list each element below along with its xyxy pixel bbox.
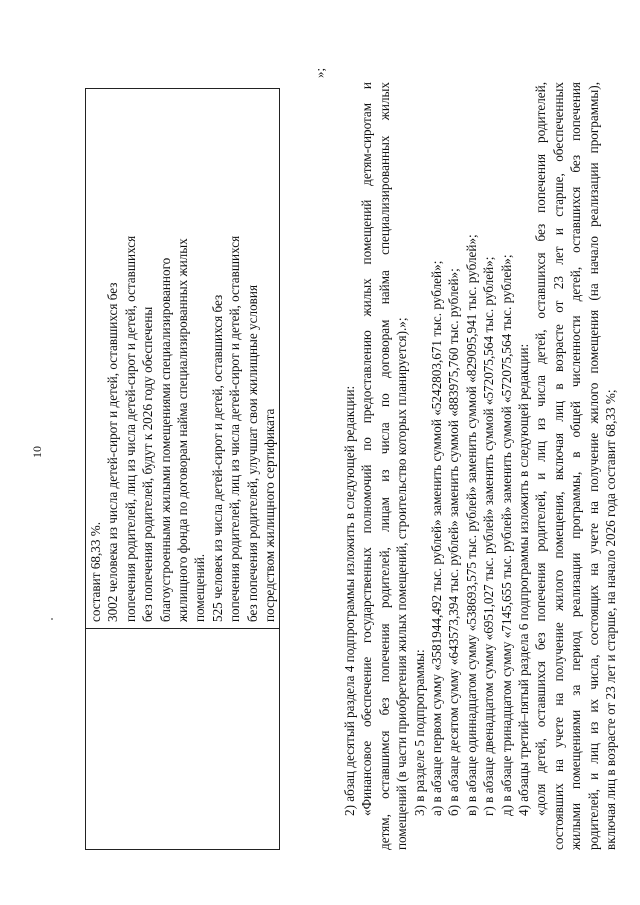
table-cell-line: посредством жилищного сертификата: [262, 408, 278, 622]
body-line: включая лиц в возрасте от 23 лет и старше, на начало 2026 года составит 68,33 %;: [603, 389, 619, 850]
body-line: «доля детей, оставшихся без попечения родителей, и лиц из числа детей, оставшихся без попечения родителей,: [533, 82, 549, 816]
table-cell-line: попечения родителей, лиц из числа детей-сирот и детей, оставшихся: [227, 235, 243, 622]
body-line: г) в абзаце двенадцатом сумму «6951,027 тыс. рублей» заменить суммой «572075,564 тыс. рублей»;: [481, 256, 497, 816]
body-line: состоявших на учете на получение жилого помещения, включая лиц в возрасте от 23 лет и старше, обеспеченных: [550, 82, 566, 850]
document-page: [85, 60, 619, 850]
table-cell-line: благоустроенными жилыми помещениями специализированного: [157, 257, 173, 622]
body-line: б) в абзаце десятом сумму «643573,394 тыс. рублей» заменить суммой «883975,760 тыс. рублей»;: [446, 268, 462, 816]
table-cell-line: жилищного фонда по договорам найма специализированных жилых: [175, 238, 191, 622]
table-cell-line: без попечения родителей, улучшат свои жилищные условия: [244, 284, 260, 622]
body-line: а) в абзаце первом сумму «3581944,492 тыс. рублей» заменить суммой «5242803,671 тыс. рублей»;: [429, 260, 445, 816]
table-cell-line: помещений.: [192, 553, 208, 622]
table-row: [86, 89, 280, 850]
body-line: жилыми помещениями за период реализации программы, в общей численности детей, оставшихся без попечения: [568, 82, 584, 850]
body-line: «Финансовое обеспечение государственных полномочий по предоставлению жилых помещений детям-сиротам и: [359, 82, 375, 816]
table-cell-line: составит 68,33 %.: [88, 521, 103, 622]
body-text: [341, 82, 620, 850]
body-line: детям, оставшимся без попечения родителей, лицам из числа по договорам найма специализированных жилых: [376, 82, 392, 850]
table-cell-line: без попечения родителей, будут к 2026 году обеспечены: [140, 306, 156, 622]
table-cell-right: [86, 89, 280, 629]
body-line: 4) абзацы третий–пятый раздела 6 подпрограммы изложить в следующей редакции:: [516, 343, 532, 816]
page-number: 10: [30, 446, 44, 458]
body-line: родителей, и лиц из их числа, состоящих на учете на получение жилого помещения (на начало реализации программы),: [585, 82, 601, 850]
table-cell-line: попечения родителей, лиц из числа детей-сирот и детей, оставшихся: [122, 235, 138, 622]
table-cell-line: 525 человек из числа детей-сирот и детей, оставшихся без: [209, 294, 225, 622]
table-cell-left: [86, 629, 280, 850]
scan-speck: [51, 618, 53, 620]
body-line: 2) абзац десятый раздела 4 подпрограммы изложить в следующей редакции:: [342, 385, 357, 816]
body-line: 3) в разделе 5 подпрограммы:: [411, 649, 427, 816]
program-table: [85, 88, 280, 850]
body-line: в) в абзаце одиннадцатом сумму «538693,575 тыс. рублей» заменить суммой «829095,941 тыс. рублей»;: [463, 234, 479, 816]
body-line: д) в абзаце тринадцатом сумму «7145,655 тыс. рублей» заменить суммой «572075,564 тыс. рублей»;: [498, 254, 514, 816]
table-cell-line: 3002 человека из числа детей-сирот и детей, оставшихся без: [105, 282, 121, 622]
table-closing-quote: »;: [312, 67, 327, 78]
body-line: помещений (в части приобретения жилых помещений, строительство которых планируется).»;: [394, 317, 410, 850]
